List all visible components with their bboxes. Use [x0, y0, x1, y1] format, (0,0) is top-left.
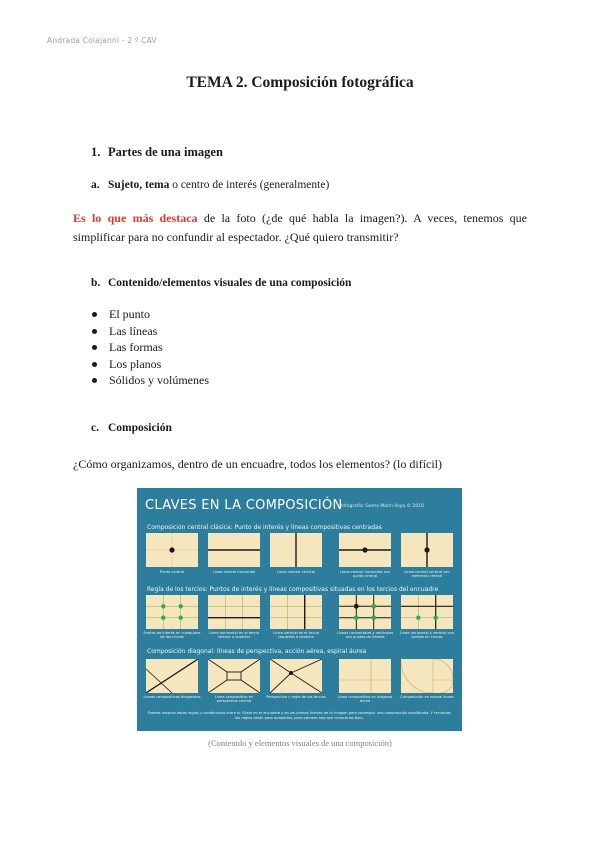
diagram-central-horizontal [208, 533, 260, 567]
diagram-perspective-thirds [270, 659, 322, 693]
diagram-thirds-points [146, 595, 198, 629]
diagram-golden-diagonal [339, 659, 391, 693]
page-header: Andrada Colajanni - 2 º CAV [47, 36, 157, 45]
diagram-graphic [401, 533, 453, 567]
diagram-perspective [208, 659, 260, 693]
diagram-graphic [270, 533, 322, 567]
infographic-credit: Infografía: Gema Marín Ilaya © 2016 [341, 504, 424, 509]
list-item: Sólidos y volúmenes [92, 372, 209, 389]
subheading-rest: o centro de interés (generalmente) [169, 179, 330, 191]
diagram-caption: Composición en espiral áurea [400, 695, 454, 699]
diagram-diagonal-lines [146, 659, 198, 693]
diagram-caption: Línea compositiva en perspectiva central [214, 695, 254, 704]
composition-infographic [137, 488, 462, 731]
diagram-caption: Línea vertical en el tercio izquierdo o derecho [273, 631, 319, 640]
diagram-caption: Línea central vertical [277, 570, 315, 574]
diagram-caption: Líneas compositivas diagonales [143, 695, 201, 699]
infographic-footer: Puedes mezclar estas reglas y combinarlas entre sí. Fíjate en el encuadre y en los puntos fuertes de tu imagen para conseguir una composición equilibrada. Y recuerda: las reglas están para romperlas, pero primero hay que conocerlas bien. [147, 711, 452, 720]
diagram-caption: Línea central horizontal [212, 570, 256, 574]
subheading-c [91, 422, 172, 434]
section-label-thirds: Regla de los tercios: Puntos de interés y líneas compositivas situadas en los tercios del encuadre [147, 586, 439, 593]
diagram-vertical-point [401, 533, 453, 567]
subheading-label: Composición [108, 422, 172, 434]
subheading-label: Contenido/elementos visuales de una composición [108, 277, 352, 289]
diagram-golden-spiral [401, 659, 453, 693]
diagram-thirds-grid-points [339, 595, 391, 629]
infographic-title: CLAVES EN LA COMPOSICIÓN [145, 498, 343, 513]
diagram-caption: Perspectiva y regla de los tercios [266, 695, 326, 699]
diagram-thirds-horizontal [208, 595, 260, 629]
section-label-central: Composición central clásica: Punto de interés y líneas compositivas centradas [147, 524, 382, 531]
diagram-caption: Línea horizontal en el tercio inferior o superior [208, 631, 260, 640]
list-item: Las líneas [92, 323, 209, 340]
paragraph-composition: ¿Cómo organizamos, dentro de un encuadre, todos los elementos? (lo difícil) [73, 457, 443, 471]
diagram-graphic [146, 533, 198, 567]
section-label-diagonal: Composición diagonal: líneas de perspectiva, acción aérea, espiral áurea [147, 648, 367, 655]
diagram-graphic [339, 533, 391, 567]
diagram-graphic [208, 595, 260, 629]
diagram-caption: Línea central vertical con elemento central [404, 570, 450, 579]
diagram-thirds-combined [401, 595, 453, 629]
page-title: TEMA 2. Composición fotográfica [186, 74, 414, 91]
diagram-caption: Línea compositiva en diagonal áurea [337, 695, 393, 704]
diagram-graphic [339, 595, 391, 629]
diagram-central-point [146, 533, 198, 567]
diagram-graphic [208, 533, 260, 567]
subheading-number: a. [91, 179, 100, 191]
diagram-thirds-vertical [270, 595, 322, 629]
diagram-graphic [208, 659, 260, 693]
subheading-number: c. [91, 422, 99, 434]
section-number: 1. [91, 145, 101, 159]
diagram-graphic [270, 595, 322, 629]
list-item: El punto [92, 306, 209, 323]
list-item: Los planos [92, 356, 209, 373]
diagram-graphic [401, 595, 453, 629]
diagram-caption: Línea central horizontal con punto central [339, 570, 391, 579]
subheading-bold: Sujeto, tema [108, 179, 170, 191]
diagram-graphic [146, 595, 198, 629]
diagram-caption: Línea horizontal y vertical con puntos en cruces [399, 631, 455, 640]
figure-caption: (Contenido y elementos visuales de una composición) [208, 738, 392, 748]
section-heading-1 [91, 145, 223, 160]
diagram-caption: Punto central [160, 570, 184, 574]
subheading-b [91, 277, 351, 289]
diagram-graphic [401, 659, 453, 693]
diagram-caption: Puntos de interés en cualquiera de los cruces [143, 631, 201, 640]
subheading-a [91, 179, 329, 191]
diagram-graphic [146, 659, 198, 693]
diagram-caption: Líneas horizontales y verticales con puntos de interés [336, 631, 394, 640]
paragraph-text: de la foto (¿de qué habla la imagen?). A veces, tenemos que simplificar para no confundir al espectador. ¿Qué quiero transmitir? [73, 211, 527, 244]
section-label: Partes de una imagen [108, 145, 223, 159]
diagram-graphic [339, 659, 391, 693]
paragraph-subject [73, 209, 527, 247]
diagram-central-vertical [270, 533, 322, 567]
highlight-text: Es lo que más destaca [73, 211, 198, 225]
list-item: Las formas [92, 339, 209, 356]
diagram-graphic [270, 659, 322, 693]
bullet-list [92, 306, 209, 389]
subheading-number: b. [91, 277, 101, 289]
diagram-horizontal-point [339, 533, 391, 567]
